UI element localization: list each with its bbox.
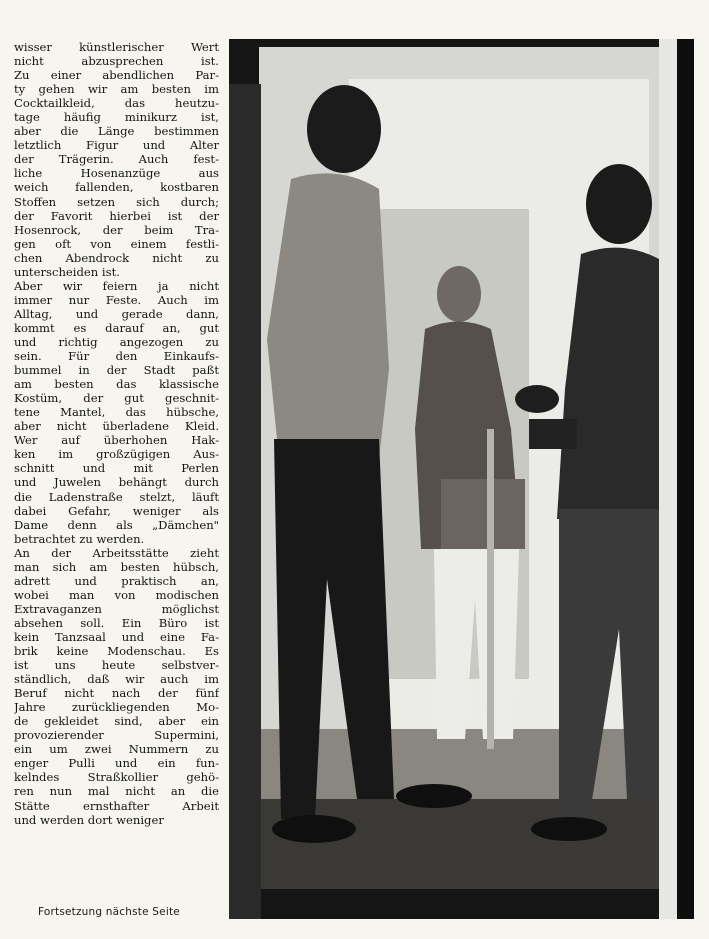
text-line: und richtig angezogen zu — [14, 334, 219, 349]
text-line: der Favorit hierbei ist der — [14, 208, 219, 223]
text-line: sein. Für den Einkaufs- — [14, 349, 219, 364]
text-line: kommt es darauf an, gut — [14, 320, 219, 335]
text-line: An der Arbeitsstätte zieht — [14, 545, 219, 560]
article-column — [14, 40, 219, 827]
text-line: nicht abzusprechen ist. — [14, 54, 219, 69]
text-line: ist uns heute selbstver- — [14, 658, 219, 673]
text-line: ty gehen wir am besten im — [14, 82, 219, 97]
text-line: tene Mantel, das hübsche, — [14, 405, 219, 420]
text-line: immer nur Feste. Auch im — [14, 292, 219, 307]
text-line: Wer auf überhohen Hak- — [14, 433, 219, 448]
text-line: betrachtet zu werden. — [14, 531, 145, 546]
text-line: gen oft von einem festli- — [14, 236, 219, 251]
text-line: liche Hosenanzüge aus — [14, 166, 219, 181]
text-line: Dame denn als „Dämchen" — [14, 517, 219, 532]
text-line: adrett und praktisch an, — [14, 573, 219, 588]
text-line: kein Tanzsaal und eine Fa- — [14, 629, 219, 644]
text-line: ren nun mal nicht an die — [14, 784, 219, 799]
text-line: letztlich Figur und Alter — [14, 138, 219, 153]
text-line: wisser künstlerischer Wert — [14, 40, 219, 54]
text-line: chen Abendrock nicht zu — [14, 250, 219, 265]
text-line: Kostüm, der gut geschnit- — [14, 391, 219, 406]
text-line: de gekleidet sind, aber ein — [14, 714, 219, 729]
text-line: Stoffen setzen sich durch; — [14, 194, 219, 209]
text-line: Aber wir feiern ja nicht — [14, 278, 219, 293]
text-line: Extravaganzen möglichst — [14, 601, 219, 616]
text-line: und Juwelen behängt durch — [14, 475, 219, 490]
text-line: man sich am besten hübsch, — [14, 559, 219, 574]
text-line: kelndes Straßkollier gehö- — [14, 770, 219, 785]
text-line: wobei man von modischen — [14, 587, 219, 602]
text-line: Jahre zurückliegenden Mo- — [14, 700, 219, 715]
text-line: enger Pulli und ein fun- — [14, 756, 219, 771]
text-line: ein um zwei Nummern zu — [14, 742, 219, 757]
text-line: tage häufig minikurz ist, — [14, 110, 219, 125]
photo-illustration — [229, 39, 694, 919]
text-line: aber nicht überladene Kleid. — [14, 419, 219, 434]
text-line: provozierender Supermini, — [14, 728, 219, 743]
text-line: der Trägerin. Auch fest- — [14, 152, 219, 167]
text-line: bummel in der Stadt paßt — [14, 363, 219, 378]
text-line: Zu einer abendlichen Par- — [14, 68, 219, 83]
text-line: am besten das klassische — [14, 377, 219, 392]
text-line: schnitt und mit Perlen — [14, 461, 219, 476]
article-photo — [229, 39, 694, 919]
text-line: unterscheiden ist. — [14, 264, 120, 279]
text-line: die Ladenstraße stelzt, läuft — [14, 489, 219, 504]
text-line: aber die Länge bestimmen — [14, 124, 219, 139]
text-line: Hosenrock, der beim Tra- — [14, 222, 219, 237]
text-line: Alltag, und gerade dann, — [14, 306, 219, 321]
continuation-note: Fortsetzung nächste Seite — [38, 906, 180, 918]
text-line: brik keine Modenschau. Es — [14, 644, 219, 659]
text-line: ständlich, daß wir auch im — [14, 672, 219, 687]
text-line: Beruf nicht nach der fünf — [14, 686, 219, 701]
text-line: Stätte ernsthafter Arbeit — [14, 798, 219, 813]
text-line: Cocktailkleid, das heutzu- — [14, 96, 219, 111]
text-line: ken im großzügigen Aus- — [14, 447, 219, 462]
text-line: absehen soll. Ein Büro ist — [14, 615, 219, 630]
text-line: und werden dort weniger — [14, 812, 164, 827]
text-line: weich fallenden, kostbaren — [14, 180, 219, 195]
text-line: dabei Gefahr, weniger als — [14, 503, 219, 518]
